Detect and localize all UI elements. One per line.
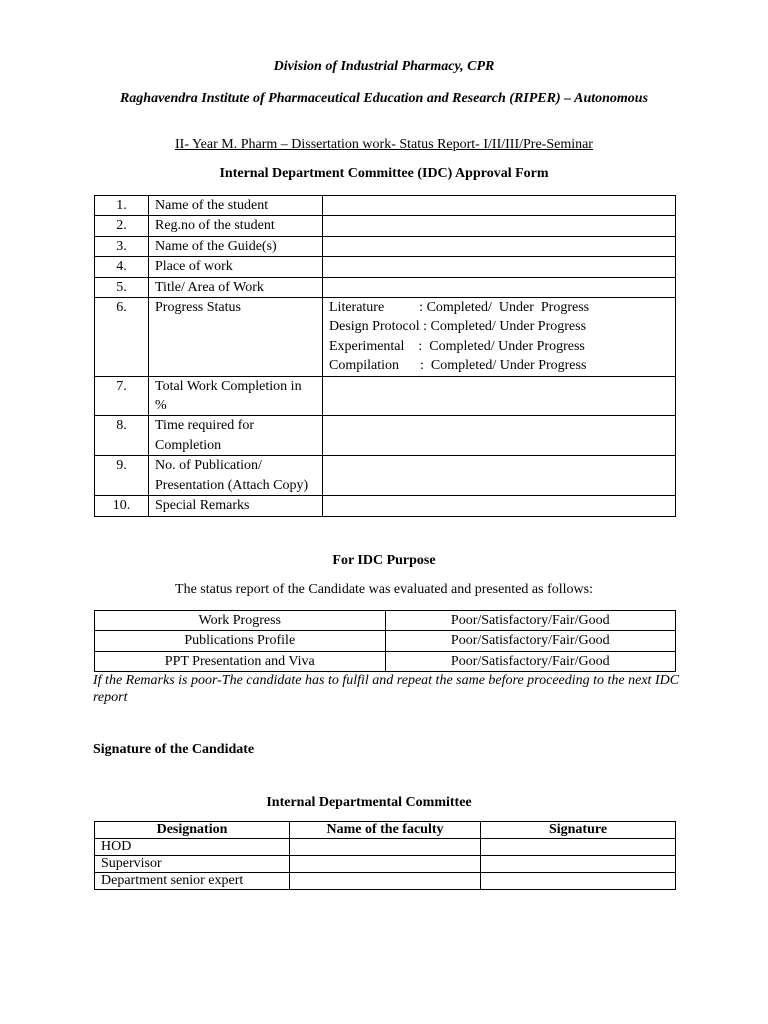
candidate-signature-label: Signature of the Candidate bbox=[93, 742, 255, 757]
table-row bbox=[95, 856, 676, 873]
progress-status-design-protocol: Design Protocol : Completed/ Under Progress bbox=[329, 319, 587, 335]
table-row bbox=[95, 277, 676, 297]
evaluation-scale: Poor/Satisfactory/Fair/Good bbox=[385, 651, 676, 671]
row-label: Total Work Completion in % bbox=[149, 376, 323, 416]
table-header-row bbox=[95, 822, 676, 839]
table-row bbox=[95, 257, 676, 277]
table-row bbox=[95, 631, 676, 651]
reg-no-field[interactable] bbox=[323, 216, 676, 236]
table-row bbox=[95, 611, 676, 631]
idc-purpose-heading: For IDC Purpose bbox=[332, 553, 436, 568]
row-number: 2. bbox=[95, 216, 149, 236]
table-row bbox=[95, 216, 676, 236]
row-label: Name of the student bbox=[149, 196, 323, 216]
place-of-work-field[interactable] bbox=[323, 257, 676, 277]
evaluation-scale: Poor/Satisfactory/Fair/Good bbox=[385, 631, 676, 651]
publications-field[interactable] bbox=[323, 456, 676, 496]
form-title: Internal Department Committee (IDC) Approval Form bbox=[219, 166, 549, 181]
table-row bbox=[95, 376, 676, 416]
row-number: 5. bbox=[95, 277, 149, 297]
table-row bbox=[95, 236, 676, 256]
row-label: Place of work bbox=[149, 257, 323, 277]
row-label: Name of the Guide(s) bbox=[149, 236, 323, 256]
table-row bbox=[95, 298, 676, 377]
course-heading: II- Year M. Pharm – Dissertation work- Status Report- I/II/III/Pre-Seminar bbox=[175, 137, 593, 152]
faculty-name-field[interactable] bbox=[290, 873, 481, 890]
student-name-field[interactable] bbox=[323, 196, 676, 216]
guide-name-field[interactable] bbox=[323, 236, 676, 256]
idc-purpose-intro: The status report of the Candidate was evaluated and presented as follows: bbox=[175, 582, 593, 597]
row-number: 1. bbox=[95, 196, 149, 216]
progress-status-literature: Literature : Completed/ Under Progress bbox=[329, 300, 590, 316]
row-number: 7. bbox=[95, 376, 149, 416]
row-number: 6. bbox=[95, 298, 149, 377]
evaluation-scale: Poor/Satisfactory/Fair/Good bbox=[385, 611, 676, 631]
special-remarks-field[interactable] bbox=[323, 496, 676, 516]
institute-heading: Raghavendra Institute of Pharmaceutical Education and Research (RIPER) – Autonomous bbox=[119, 91, 649, 106]
table-row bbox=[95, 839, 676, 856]
row-label: Title/ Area of Work bbox=[149, 277, 323, 297]
row-label: Reg.no of the student bbox=[149, 216, 323, 236]
progress-status-cell bbox=[323, 298, 676, 377]
column-header-faculty: Name of the faculty bbox=[290, 822, 481, 839]
faculty-name-field[interactable] bbox=[290, 839, 481, 856]
row-number: 4. bbox=[95, 257, 149, 277]
time-required-field[interactable] bbox=[323, 416, 676, 456]
evaluation-item: Publications Profile bbox=[95, 631, 386, 651]
table-row bbox=[95, 196, 676, 216]
table-row bbox=[95, 416, 676, 456]
committee-table bbox=[94, 821, 676, 890]
evaluation-item: PPT Presentation and Viva bbox=[95, 651, 386, 671]
work-completion-field[interactable] bbox=[323, 376, 676, 416]
column-header-signature: Signature bbox=[481, 822, 676, 839]
column-header-designation: Designation bbox=[95, 822, 290, 839]
row-label: Time required for Completion bbox=[149, 416, 323, 456]
evaluation-item: Work Progress bbox=[95, 611, 386, 631]
table-row bbox=[95, 456, 676, 496]
signature-field[interactable] bbox=[481, 856, 676, 873]
table-row bbox=[95, 651, 676, 671]
signature-field[interactable] bbox=[481, 839, 676, 856]
title-area-field[interactable] bbox=[323, 277, 676, 297]
evaluation-table bbox=[94, 610, 676, 672]
signature-field[interactable] bbox=[481, 873, 676, 890]
table-row bbox=[95, 496, 676, 516]
designation-cell: HOD bbox=[95, 839, 290, 856]
table-row bbox=[95, 873, 676, 890]
row-number: 9. bbox=[95, 456, 149, 496]
division-heading: Division of Industrial Pharmacy, CPR bbox=[273, 59, 495, 74]
row-label: No. of Publication/ Presentation (Attach Copy) bbox=[149, 456, 323, 496]
faculty-name-field[interactable] bbox=[290, 856, 481, 873]
row-number: 10. bbox=[95, 496, 149, 516]
row-label: Special Remarks bbox=[149, 496, 323, 516]
progress-status-experimental: Experimental : Completed/ Under Progress bbox=[329, 338, 585, 354]
designation-cell: Supervisor bbox=[95, 856, 290, 873]
row-number: 8. bbox=[95, 416, 149, 456]
designation-cell: Department senior expert bbox=[95, 873, 290, 890]
committee-title: Internal Departmental Committee bbox=[266, 795, 472, 810]
student-details-table bbox=[94, 195, 676, 517]
row-label: Progress Status bbox=[149, 298, 323, 377]
row-number: 3. bbox=[95, 236, 149, 256]
remarks-note: If the Remarks is poor-The candidate has to fulfil and repeat the same before proceeding to the next IDC report bbox=[93, 673, 680, 705]
progress-status-compilation: Compilation : Completed/ Under Progress bbox=[329, 358, 587, 374]
